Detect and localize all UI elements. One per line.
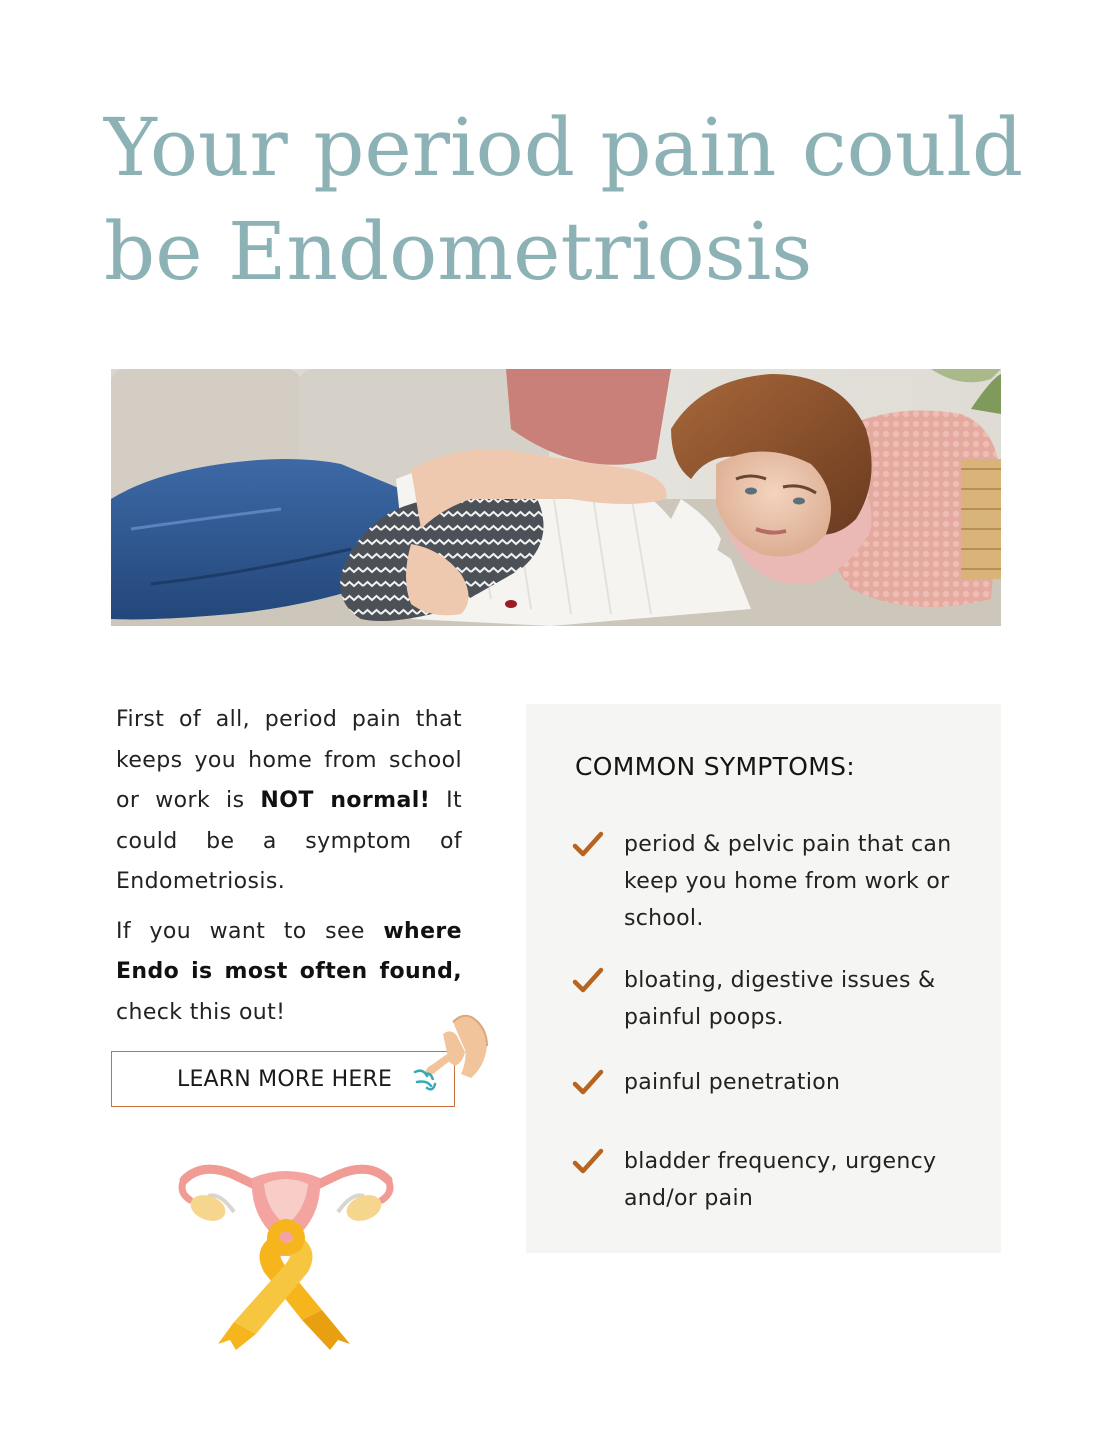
symptoms-title: COMMON SYMPTOMS: — [575, 752, 855, 781]
intro-text — [116, 700, 462, 1042]
checkmark-icon — [571, 830, 605, 860]
pointing-hand-icon — [405, 1010, 495, 1100]
hero-photo — [111, 369, 1001, 626]
uterus-awareness-ribbon-icon — [172, 1160, 400, 1352]
checkmark-icon — [571, 1068, 605, 1098]
symptom-text: period & pelvic pain that can keep you home from work or school. — [624, 832, 952, 931]
intro-emphasis-not-normal: NOT normal! — [260, 788, 431, 813]
intro-emphasis-where-endo: where Endo is most often found, — [116, 918, 462, 984]
page-title: Your period pain could be Endometriosis — [104, 101, 1024, 298]
symptom-text: bloating, digestive issues & painful poops. — [624, 968, 936, 1030]
checkmark-icon — [571, 966, 605, 996]
checkmark-icon — [571, 1147, 605, 1177]
intro-paragraph-1: First of all, period pain that keeps you home from school or work is NOT normal! It could be a symptom of Endometriosis. — [116, 707, 462, 894]
symptom-text: painful penetration — [624, 1070, 841, 1095]
learn-more-button[interactable] — [111, 1051, 455, 1107]
symptom-text: bladder frequency, urgency and/or pain — [624, 1149, 937, 1211]
symptoms-card — [526, 704, 1001, 1253]
intro-paragraph-2: If you want to see where Endo is most often found, check this out! — [116, 918, 462, 1025]
learn-more-label: LEARN MORE HERE — [177, 1067, 393, 1092]
